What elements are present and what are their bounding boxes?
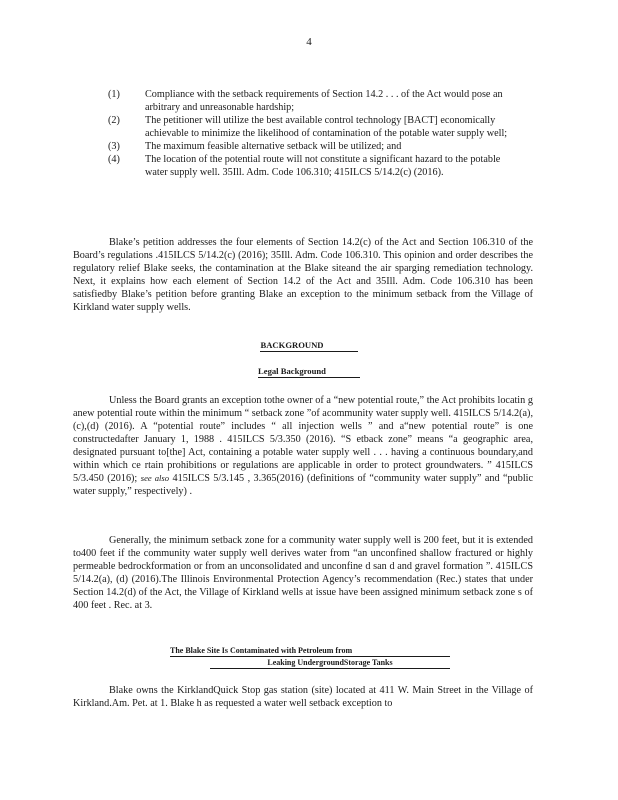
see-also-signal: see also [140,473,170,483]
legal-background-paragraph-2: Generally, the minimum setback zone for a community water supply well is 200 feet, but it is extended to400 feet if the community water supply well derives water from “an unconfined shallow fractured or highly permeable bedrockformation or from an unconsolidated and unconfine d san d and gravel formation ”. 415ILCS 5/14.2(a), (d) (2016).The Illinois Environmental Protection Agency’s recommendation (Rec.) states that under Section 14.2(d) of the Act, the Village of Kirkland wells at issue have been assigned minimum setback zone s of 400 feet . Rec. at 3. [73,535,533,611]
list-item-number: (1) [108,89,120,100]
legal-background-paragraph-1 [73,394,533,498]
list-item-text: The maximum feasible alternative setback will be utilized; and [145,141,402,152]
section-heading-legal-background [0,366,618,378]
blake-site-paragraph: Blake owns the KirklandQuick Stop gas station (site) located at 411 W. Main Street in the Village of Kirkland.Am. Pet. at 1. Blake h as requested a water well setback exception to [73,685,533,709]
list-item [108,88,508,114]
list-item [108,140,508,153]
intro-paragraph: Blake’s petition addresses the four elements of Section 14.2(c) of the Act and Section 106.310 of the Board’s regulations .415ILCS 5/14.2(c) (2016); 35Ill. Adm. Code 106.310. This opinion and order describes the regulatory relief Blake seeks, the contamination at the Blake siteand the air sparging remediation technology. Next, it explains how each element of Section 14.2 of the Act and 35Ill. Adm. Code 106.310 has been satisfiedby Blake’s petition before granting Blake an exception to the minimum setback from the Village of Kirkland water supply wells. [73,237,533,313]
heading-text: BACKGROUND [260,340,357,352]
list-item-number: (2) [108,115,120,126]
list-item [108,153,508,179]
list-item-number: (4) [108,154,120,165]
list-item-text: The petitioner will utilize the best available control technology [BACT] economically achievable to minimize the likelihood of contamination of the potable water supply well; [145,115,508,139]
list-item-text: Compliance with the setback requirements of Section 14.2 . . . of the Act would pose an arbitrary and unreasonable hardship; [145,89,503,113]
heading-text: Legal Background [258,366,360,378]
section-heading-background [0,340,618,352]
paragraph-text: Unless the Board grants an exception tothe owner of a “new potential route,” the Act prohibits locatin g anew potential route within the minimum “ setback zone ”of acommunity water supply well. 415ILCS 5/14.2(a),(c),(d) (2016). A “potential route” includes “ all injection wells ” and a“new potential route” is one constructedafter January 1, 1988 . 415ILCS 5/3.350 (2016). “S etback zone” means “a geographic area, designated pursuant to[the] Act, containing a potable water supply well . . . having a continuous boundary,and within which ce rtain prohibitions or regulations are applicable in order to protect groundwaters. ” 415ILCS 5/3.450 (2016); [73,395,533,484]
page-number: 4 [306,36,312,48]
paragraph-text: 415ILCS 5/3.145 , 3.365(2016) (definitions of “community water supply” and “public water supply,” respectively) . [73,473,534,497]
list-item-text: The location of the potential route will not constitute a significant hazard to the potable water supply well. 35Ill. Adm. Code 106.310; 415ILCS 5/14.2(c) (2016). [145,154,501,178]
heading-line: The Blake Site Is Contaminated with Petroleum from [170,645,450,657]
heading-line: Leaking UndergroundStorage Tanks [210,657,450,669]
list-item-number: (3) [108,141,120,152]
list-item [108,114,508,140]
section-heading-blake-site [170,645,450,669]
criteria-list [108,88,508,179]
